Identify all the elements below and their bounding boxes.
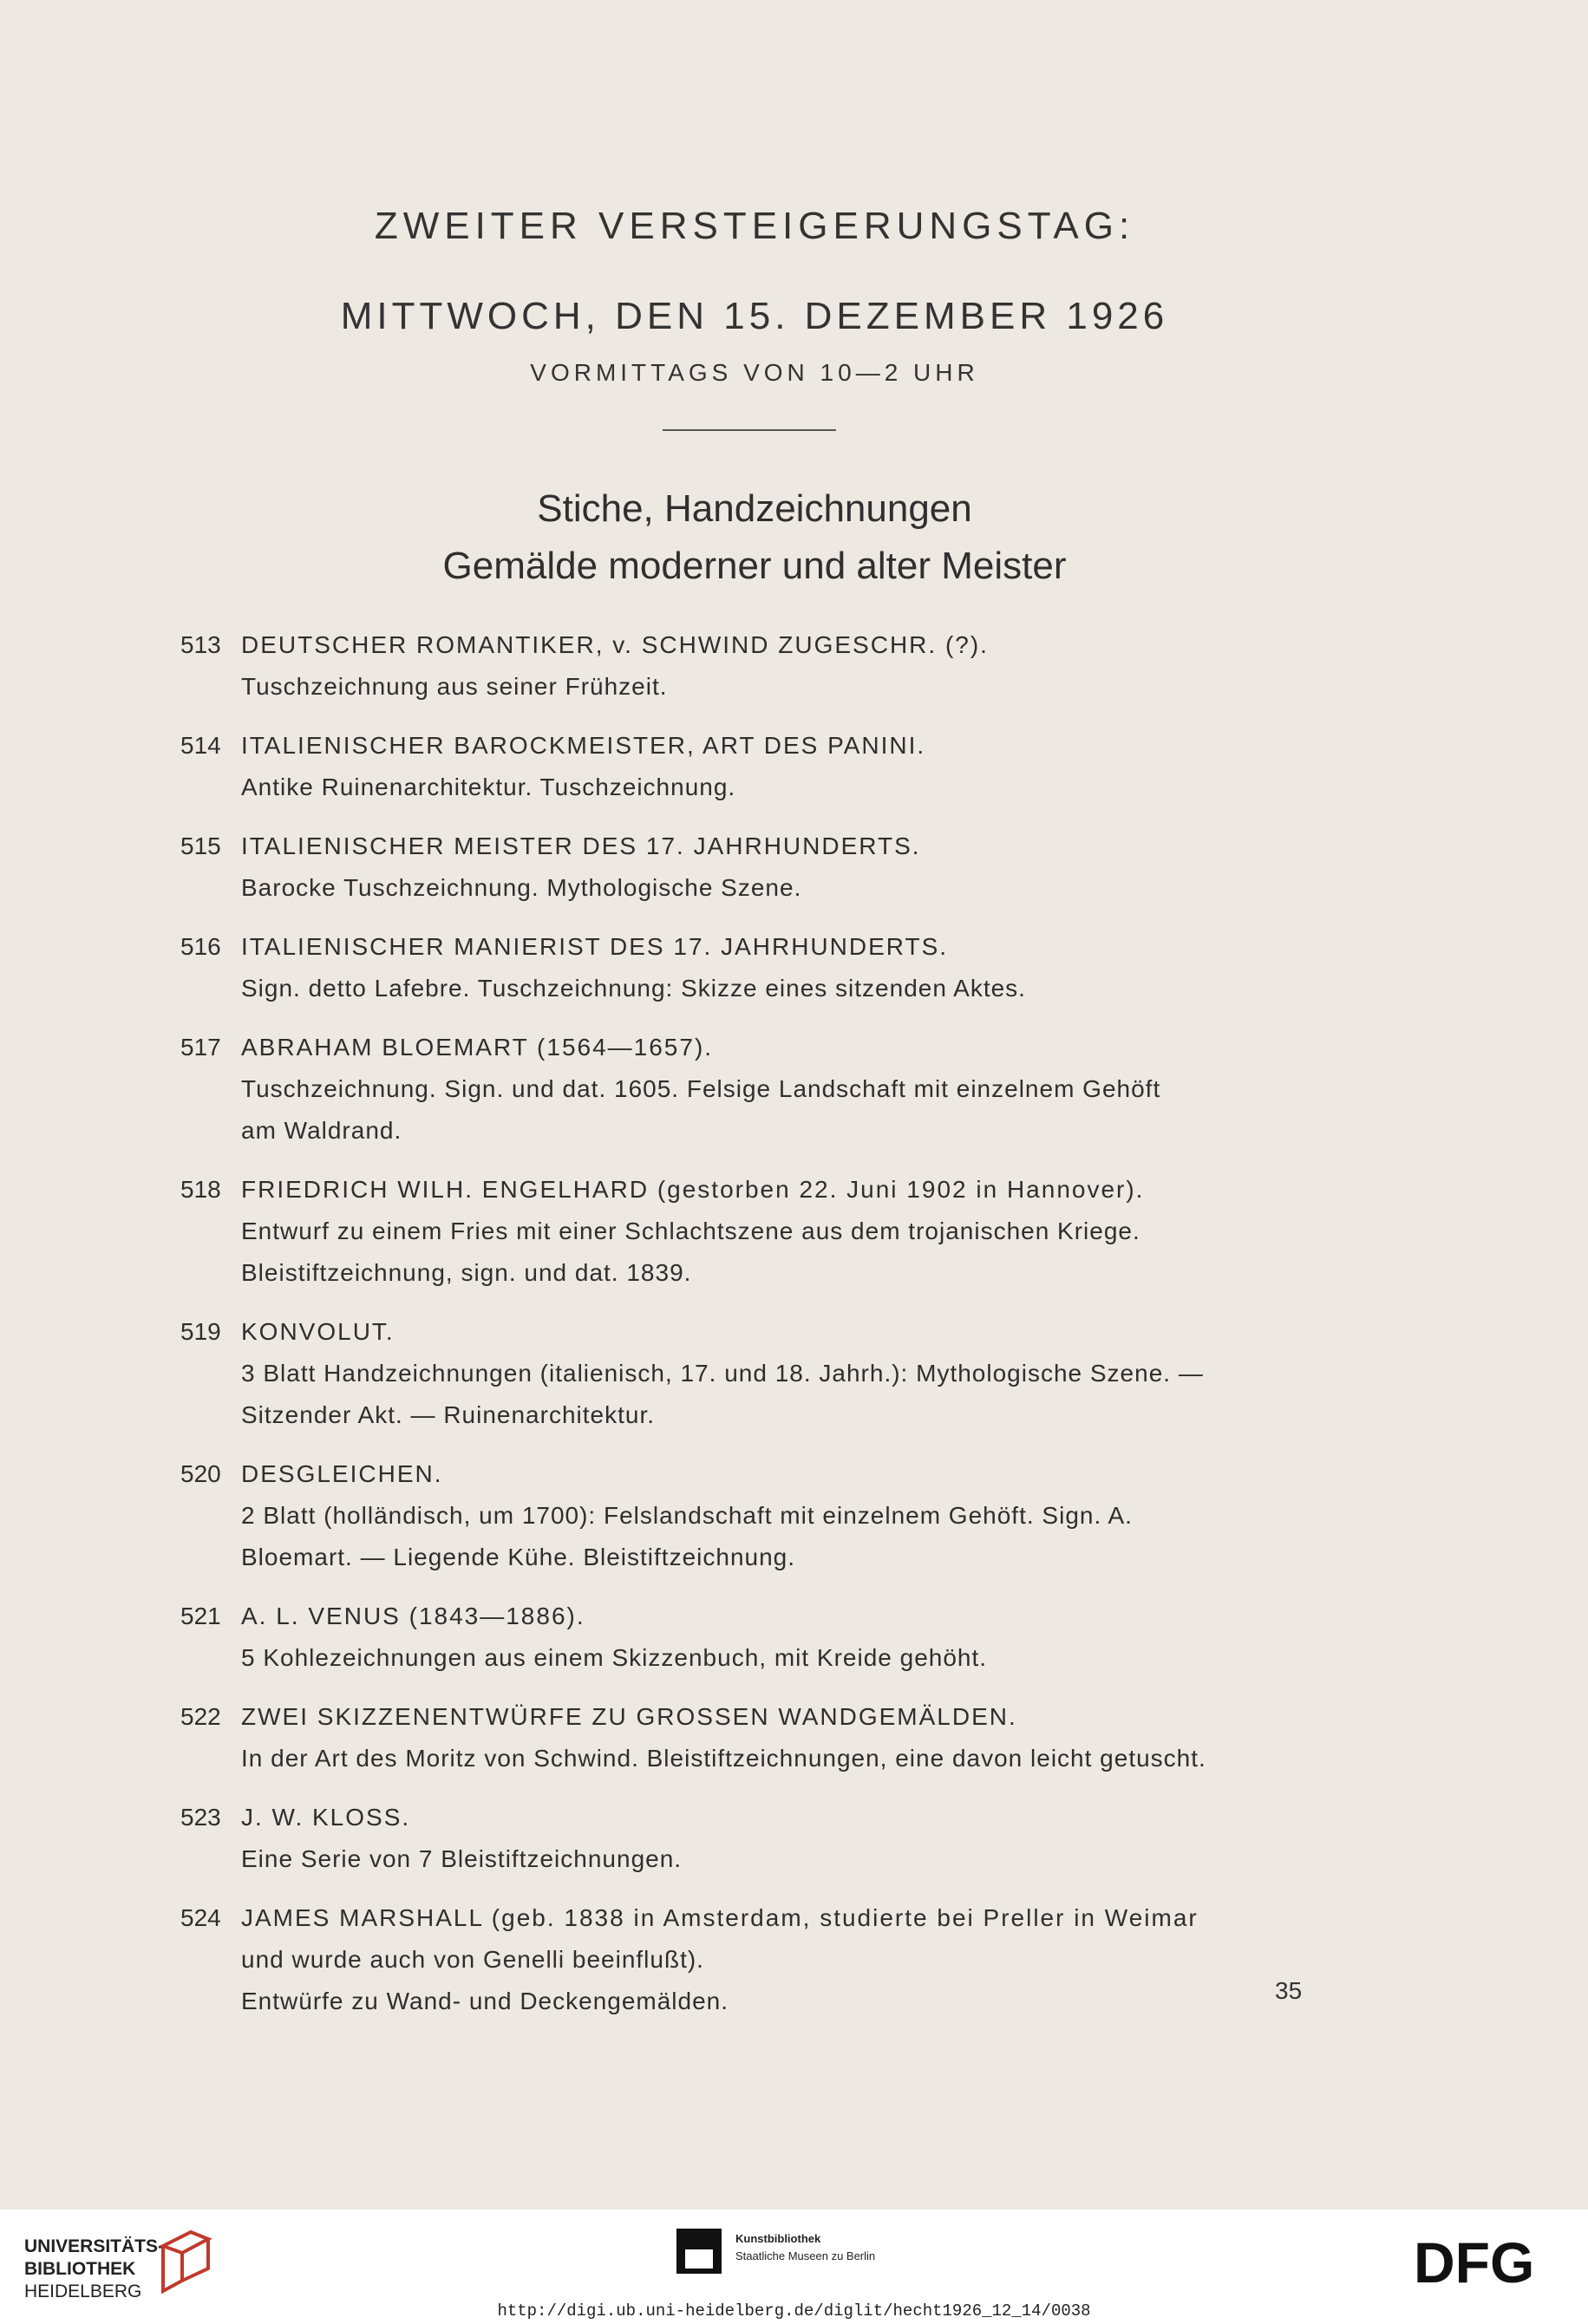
lot-description-line: Barocke Tuschzeichnung. Mythologische Szene. <box>241 874 802 901</box>
dfg-logo-text: DFG <box>1414 2234 1535 2289</box>
lot-description-line: Antike Ruinenarchitektur. Tuschzeichnung. <box>241 774 736 800</box>
lot-heading: FRIEDRICH WILH. ENGELHARD (gestorben 22. Juni 1902 in Hannover). <box>241 1176 1145 1203</box>
lot-number: 516 <box>180 933 221 960</box>
uni-line-3: HEIDELBERG <box>24 2282 142 2301</box>
section-title: Stiche, Handzeichnungen <box>537 487 972 530</box>
lot-heading: ITALIENISCHER MANIERIST DES 17. JAHRHUNDERTS. <box>241 933 949 960</box>
uni-line-1: UNIVERSITÄTS- <box>24 2236 165 2256</box>
lot-description-line: und wurde auch von Genelli beeinflußt). <box>241 1946 704 1973</box>
lot-number: 515 <box>180 832 221 859</box>
lot-heading: KONVOLUT. <box>241 1318 395 1345</box>
lot-description-line: Sitzender Akt. — Ruinenarchitektur. <box>241 1401 655 1428</box>
kunstbibliothek-logo-icon <box>676 2229 722 2274</box>
lot-description-line: Bleistiftzeichnung, sign. und dat. 1839. <box>241 1259 692 1286</box>
auction-time-heading: VORMITTAGS VON 10—2 UHR <box>530 359 979 386</box>
document-url[interactable]: http://digi.ub.uni-heidelberg.de/diglit/hecht1926_12_14/0038 <box>497 2301 1091 2321</box>
lot-entry <box>180 1797 1317 1880</box>
divider-rule <box>663 429 836 431</box>
lot-number: 514 <box>180 732 221 759</box>
lot-description-line: Tuschzeichnung aus seiner Frühzeit. <box>241 673 668 700</box>
section-subtitle: Gemälde moderner und alter Meister <box>442 545 1067 587</box>
lot-heading: ZWEI SKIZZENENTWÜRFE ZU GROSSEN WANDGEMÄLDEN. <box>241 1703 1017 1730</box>
lot-number: 519 <box>180 1318 221 1345</box>
lot-description-line: In der Art des Moritz von Schwind. Bleistiftzeichnungen, eine davon leicht getuscht. <box>241 1745 1206 1772</box>
lot-number: 520 <box>180 1460 221 1487</box>
auction-day-heading: ZWEITER VERSTEIGERUNGSTAG: <box>374 205 1135 247</box>
lot-entry <box>180 1311 1317 1436</box>
university-logo-icon <box>156 2229 217 2298</box>
lot-description-line: Eine Serie von 7 Bleistiftzeichnungen. <box>241 1845 683 1872</box>
lot-list <box>180 624 1317 2040</box>
kb-line-2: Staatliche Museen zu Berlin <box>735 2249 876 2262</box>
university-library-label <box>24 2236 164 2303</box>
lot-entry <box>180 1169 1317 1294</box>
lot-heading: A. L. VENUS (1843—1886). <box>241 1603 585 1629</box>
lot-heading: DESGLEICHEN. <box>241 1460 443 1487</box>
uni-line-2: BIBLIOTHEK <box>24 2259 136 2279</box>
lot-heading: DEUTSCHER ROMANTIKER, v. SCHWIND ZUGESCHR. (?). <box>241 631 989 658</box>
lot-entry <box>180 1027 1317 1152</box>
lot-number: 521 <box>180 1603 221 1629</box>
lot-heading: JAMES MARSHALL (geb. 1838 in Amsterdam, studierte bei Preller in Weimar <box>241 1904 1199 1931</box>
lot-description-line: 3 Blatt Handzeichnungen (italienisch, 17. und 18. Jahrh.): Mythologische Szene. — <box>241 1360 1204 1387</box>
lot-description-line: Tuschzeichnung. Sign. und dat. 1605. Felsige Landschaft mit einzelnem Gehöft <box>241 1075 1161 1102</box>
lot-number: 518 <box>180 1176 221 1203</box>
lot-entry <box>180 624 1317 708</box>
lot-heading: ABRAHAM BLOEMART (1564—1657). <box>241 1034 714 1061</box>
lot-entry <box>180 725 1317 808</box>
lot-entry <box>180 1696 1317 1779</box>
lot-description-line: 5 Kohlezeichnungen aus einem Skizzenbuch, mit Kreide gehöht. <box>241 1644 988 1671</box>
auction-date-heading: MITTWOCH, DEN 15. DEZEMBER 1926 <box>340 295 1169 337</box>
lot-heading: J. W. KLOSS. <box>241 1804 411 1831</box>
lot-entry <box>180 826 1317 909</box>
lot-entry <box>180 1596 1317 1679</box>
page-number: 35 <box>1275 1977 1303 2004</box>
lot-entry <box>180 926 1317 1009</box>
lot-number: 517 <box>180 1034 221 1061</box>
lot-number: 513 <box>180 631 221 658</box>
dfg-logo-icon <box>1414 2234 1570 2289</box>
lot-description-line: Entwürfe zu Wand- und Deckengemälden. <box>241 1988 729 2014</box>
lot-description-line: Bloemart. — Liegende Kühe. Bleistiftzeichnung. <box>241 1544 796 1570</box>
lot-entry <box>180 1897 1317 2022</box>
lot-heading: ITALIENISCHER BAROCKMEISTER, ART DES PANINI. <box>241 732 926 759</box>
kb-line-1: Kunstbibliothek <box>735 2232 821 2245</box>
lot-entry <box>180 1453 1317 1578</box>
lot-number: 524 <box>180 1904 221 1931</box>
lot-description-line: 2 Blatt (holländisch, um 1700): Felslandschaft mit einzelnem Gehöft. Sign. A. <box>241 1502 1133 1529</box>
lot-number: 523 <box>180 1804 221 1831</box>
lot-description-line: Sign. detto Lafebre. Tuschzeichnung: Skizze eines sitzenden Aktes. <box>241 975 1026 1002</box>
viewer-footer <box>0 2210 1588 2324</box>
kunstbibliothek-label <box>735 2230 875 2265</box>
lot-heading: ITALIENISCHER MEISTER DES 17. JAHRHUNDERTS. <box>241 832 921 859</box>
lot-number: 522 <box>180 1703 221 1730</box>
lot-description-line: Entwurf zu einem Fries mit einer Schlachtszene aus dem trojanischen Kriege. <box>241 1217 1140 1244</box>
lot-description-line: am Waldrand. <box>241 1117 402 1144</box>
